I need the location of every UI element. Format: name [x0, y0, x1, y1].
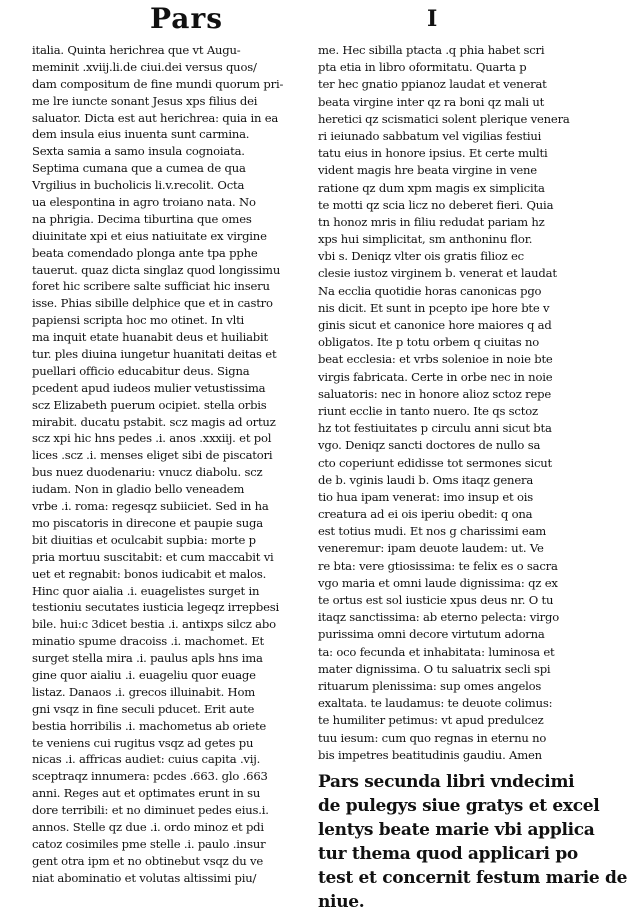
text-line: nicas .i. affricas audiet: cuius capita .vij. — [32, 752, 261, 767]
text-line: ter hec gnatio ppianoz laudat et venerat — [318, 77, 547, 92]
heading-line: test et concernit festum marie de — [318, 867, 627, 888]
text-line: ri ieiunado sabbatum vel vigilias festiui — [318, 128, 542, 143]
text-line: annos. Stelle qz due .i. ordo minoz et pdi — [32, 819, 264, 834]
text-line: te veniens cui rugitus vsqz ad getes pu — [32, 735, 254, 750]
text-line: bus nuez duodenariu: vnucz diabolu. scz — [32, 465, 263, 480]
text-line: mo piscatoris in direcone et paupie suga — [32, 515, 263, 530]
text-line: dam compositum de fine mundi quorum pri- — [32, 76, 284, 91]
text-line: bit diuitias et oculcabit supbia: morte p — [32, 532, 256, 547]
text-line: foret hic scribere salte sufficiat hic inseru — [32, 279, 270, 294]
left-column — [32, 42, 304, 887]
text-line: catoz cosimiles pme stelle .i. paulo .insur — [32, 836, 266, 851]
text-line: na phrigia. Decima tiburtina que omes — [32, 211, 252, 226]
text-line: pcedent apud iudeos mulier vetustissima — [32, 380, 266, 395]
text-line: ginis sicut et canonice hore maiores q ad — [318, 318, 552, 332]
text-line: bestia horribilis .i. machometus ab oriete — [32, 718, 267, 733]
text-line: italia. Quinta herichrea que vt Augu- — [32, 43, 241, 57]
text-line: Septima cumana que a cumea de qua — [32, 161, 246, 176]
heading-line: lentys beate marie vbi applica — [318, 819, 595, 840]
text-line: vbi s. Deniqz vlter ois gratis filioz ec — [318, 249, 524, 264]
text-line: Na ecclia quotidie horas canonicas pgo — [318, 283, 542, 298]
text-line: te motti qz scia licz no deberet fieri. Quia — [318, 197, 554, 212]
heading-line: de pulegys siue gratys et excel — [318, 795, 600, 816]
text-line: sceptraqz innumera: pcdes .663. glo .663 — [32, 769, 268, 784]
text-line: tio hua ipam venerat: imo insup et ois — [318, 489, 534, 504]
text-line: iudam. Non in gladio bello veneadem — [32, 482, 245, 497]
heading-line: niue. — [318, 891, 365, 912]
text-line: scz xpi hic hns pedes .i. anos .xxxiij. et pol — [32, 431, 272, 446]
text-line: heretici qz scismatici solent plerique venera — [318, 111, 570, 126]
text-line: tauerut. quaz dicta singlaz quod longissimu — [32, 262, 281, 277]
text-line: lices .scz .i. menses eliget sibi de piscatori — [32, 448, 273, 463]
text-line: re bta: vere gtiosissima: te felix es o sacra — [318, 558, 558, 573]
text-line: creatura ad ei ois iperiu obedit: q ona — [318, 507, 533, 522]
text-line: pria mortuu suscitabit: et cum maccabit vi — [32, 549, 274, 564]
text-line: veneremur: ipam deuote laudem: ut. Ve — [318, 541, 544, 556]
text-line: tur. ples diuina iungetur huanitati deitas et — [32, 347, 277, 362]
text-line: vident magis hre beata virgine in vene — [318, 163, 537, 178]
text-line: te ortus est sol iusticie xpus deus nr. O tu — [318, 593, 554, 607]
text-line: beat ecclesia: et vrbs solenioe in noie bte — [318, 352, 553, 367]
text-line: ratione qz dum xpm magis ex simplicita — [318, 180, 545, 195]
text-line: surget stella mira .i. paulus apls hns ima — [32, 651, 263, 666]
text-line: mater dignissima. O tu saluatrix secli spi — [318, 661, 551, 676]
text-line: hz tot festiuitates p circulu anni sicut bta — [318, 421, 552, 436]
text-line: puellari officio educabitur deus. Signa — [32, 363, 250, 378]
heading-line: Pars secunda libri vndecimi — [318, 771, 575, 792]
text-line: clesie iustoz virginem b. venerat et laudat — [318, 266, 557, 281]
text-line: Sexta samia a samo insula cognoiata. — [32, 144, 245, 159]
text-line: ta: oco fecunda et inhabitata: luminosa et — [318, 644, 555, 659]
text-line: gine quor aialiu .i. euageliu quor euage — [32, 667, 256, 682]
text-line: me lre iuncte sonant Jesus xps filius dei — [32, 93, 258, 108]
text-line: niat abominatio et volutas altissimi piu/ — [32, 870, 257, 885]
text-line: vgo maria et omni laude dignissima: qz ex — [318, 575, 558, 590]
text-line: meminit .xviij.li.de ciui.dei versus quos/ — [32, 59, 257, 74]
text-line: papiensi scripta hoc mo otinet. In vlti — [32, 313, 245, 328]
text-line: est totius mudi. Et nos g charissimi eam — [318, 524, 547, 539]
right-column-text — [318, 42, 594, 764]
text-line: scz Elizabeth puerum ocipiet. stella orbis — [32, 397, 267, 412]
text-line: cto coperiunt edidisse tot sermones sicut — [318, 455, 553, 470]
text-line: me. Hec sibilla ptacta .q phia habet scri — [318, 43, 545, 57]
running-head: Pars — [150, 2, 223, 35]
text-line: itaqz sanctissima: ab eterno pelecta: virgo — [318, 610, 559, 625]
text-line: virgis fabricata. Certe in orbe nec in noie — [318, 369, 553, 384]
text-line: exaltata. te laudamus: te deuote colimus: — [318, 696, 553, 711]
text-line: bile. hui:c 3dicet bestia .i. antixps silcz abo — [32, 617, 276, 632]
text-line: rituarum plenissima: sup omes angelos — [318, 678, 542, 693]
text-line: vgo. Deniqz sancti doctores de nullo sa — [318, 438, 541, 453]
text-line: tn honoz mris in filiu redudat pariam hz — [318, 214, 545, 229]
text-line: minatio spume dracoiss .i. machomet. Et — [32, 634, 264, 649]
heading-line: tur thema quod applicari po — [318, 843, 578, 864]
text-line: Vrgilius in bucholicis li.v.recolit. Octa — [32, 178, 245, 193]
text-line: listaz. Danaos .i. grecos illuinabit. Hom — [32, 684, 256, 699]
text-line: gent otra ipm et no obtinebut vsqz du ve — [32, 853, 264, 868]
text-line: ma inquit etate huanabit deus et huiliabit — [32, 330, 268, 345]
text-line: xps hui simplicitat, sm anthoninu flor. — [318, 232, 533, 247]
text-line: purissima omni decore virtutum adorna — [318, 627, 545, 642]
text-line: anni. Reges aut et optimates erunt in su — [32, 786, 261, 801]
text-line: saluatoris: nec in honore alioz sctoz repe — [318, 386, 551, 401]
text-line: beata comendado plonga ante tpa pphe — [32, 245, 258, 260]
text-line: te humiliter petimus: vt apud predulcez — [318, 713, 544, 728]
folio-number: I — [427, 6, 438, 32]
text-line: vrbe .i. roma: regesqz subiiciet. Sed in ha — [32, 499, 269, 514]
text-line: testioniu secutates iusticia legeqz irrepbesi — [32, 600, 280, 615]
section-heading — [318, 770, 627, 914]
text-line: bis impetres beatitudinis gaudiu. Amen — [318, 747, 542, 762]
text-line: de b. vginis laudi b. Oms itaqz genera — [318, 472, 534, 487]
text-line: beata virgine inter qz ra boni qz mali ut — [318, 94, 545, 109]
text-line: dem insula eius inuenta sunt carmina. — [32, 127, 250, 142]
text-line: diuinitate xpi et eius natiuitate ex virgine — [32, 228, 267, 243]
text-line: dore terribili: et no diminuet pedes eius.i. — [32, 803, 269, 818]
text-line: uet et regnabit: bonos iudicabit et malos. — [32, 566, 267, 581]
text-line: riunt ecclie in tanto nuero. Ite qs sctoz — [318, 403, 538, 418]
text-line: nis dicit. Et sunt in pcepto ipe hore bte v — [318, 300, 550, 315]
text-line: pta etia in libro oformitatu. Quarta p — [318, 60, 527, 75]
text-line: obligatos. Ite p totu orbem q ciuitas no — [318, 335, 540, 350]
text-line: mirabit. ducatu pstabit. scz magis ad ortuz — [32, 414, 276, 429]
text-line: Hinc quor aialia .i. euagelistes surget in — [32, 583, 260, 598]
text-line: ua elespontina in agro troiano nata. No — [32, 195, 256, 210]
text-line: isse. Phias sibille delphice que et in castro — [32, 296, 273, 311]
text-line: saluator. Dicta est aut herichrea: quia in ea — [32, 110, 279, 125]
text-line: gni vsqz in fine seculi pducet. Erit aute — [32, 701, 255, 716]
text-line: tuu iesum: cum quo regnas in eternu no — [318, 730, 547, 745]
text-line: tatu eius in honore ipsius. Et certe multi — [318, 146, 548, 161]
right-column — [318, 42, 627, 914]
